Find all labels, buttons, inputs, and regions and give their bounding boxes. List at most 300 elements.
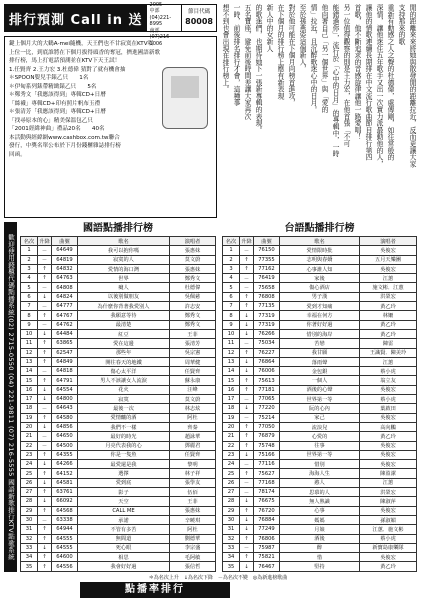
table-cell: ↑ — [240, 302, 254, 311]
table-cell: 64266 — [52, 460, 78, 469]
table-cell: ↓ — [38, 292, 52, 301]
table-cell: 黃乙玲 — [360, 432, 417, 441]
table-cell: 翁立友 — [360, 376, 417, 385]
table-cell: ↑ — [240, 432, 254, 441]
table-cell: 64600 — [52, 553, 78, 562]
banner-phones: 2005 中部(04)221-8995 南部(07)216-1006 — [149, 1, 172, 47]
table-cell: 75658 — [254, 283, 280, 292]
table-cell: ↑ — [38, 553, 52, 562]
table-cell: ↑ — [240, 385, 254, 394]
table-cell: 75034 — [254, 339, 280, 348]
table-cell: 21 — [223, 432, 240, 441]
table-cell: 16 — [21, 385, 38, 394]
table-cell: 64555 — [52, 534, 78, 543]
table-cell: 傷心太平洋 — [78, 367, 170, 376]
taiwanese-chart-title: 台語點播排行榜 — [284, 223, 355, 234]
table-cell: ↓ — [240, 525, 254, 534]
table-cell: 27 — [223, 488, 240, 497]
article-column: 深情，讓他迷住五年歌手又出一次實力派最動他的人， — [375, 4, 383, 168]
article-column: 新人中的女新人 — [265, 4, 273, 52]
table-cell: 19 — [223, 413, 240, 422]
table-cell: 75821 — [254, 553, 280, 562]
promo-line: 鍵上個月大的大鶴A-mei隨機，天王們也不甘寂寞在KTV唱 — [9, 41, 154, 47]
table-cell: ↑ — [38, 413, 52, 422]
table-cell: 惜別 — [280, 460, 360, 469]
table-cell: 64152 — [52, 469, 78, 478]
table-row — [223, 497, 417, 506]
table-cell: 64555 — [52, 543, 78, 552]
table-cell: 江蕙 — [360, 478, 417, 487]
table-cell: 最清楚 — [78, 320, 170, 329]
table-row — [21, 488, 216, 497]
table-cell: ↓ — [38, 422, 52, 431]
table-cell: 77319 — [254, 320, 280, 329]
table-cell: 新寶島康樂隊 — [360, 543, 417, 552]
table-row — [21, 469, 216, 478]
article-column: 他向著自己「另一個世界」與「愛的 — [320, 4, 328, 113]
table-cell: 64808 — [52, 283, 78, 292]
promo-line: ＊鄭秀文「我應該得到」專輯CD+日曆 — [9, 92, 106, 98]
table-cell: 1 — [223, 246, 240, 255]
table-cell: 16 — [223, 385, 240, 394]
table-cell: 77319 — [254, 311, 280, 320]
table-row — [21, 274, 216, 283]
table-cell: 5 — [223, 283, 240, 292]
table-cell: 8 — [223, 311, 240, 320]
table-cell: 酒後的心聲 — [280, 385, 360, 394]
table-cell: 14 — [223, 367, 240, 376]
table-cell: 張信哲 — [170, 562, 216, 571]
table-cell: 愛在這邊 — [78, 339, 170, 348]
table-cell: 月娘 — [280, 525, 360, 534]
table-cell: 3 — [223, 264, 240, 273]
table-cell: ↓ — [240, 320, 254, 329]
taiwanese-chart-panel — [222, 222, 417, 572]
table-cell: 吳俊宏 — [360, 460, 417, 469]
article-column: 讓他的情歌連續長期排在中文流行歌曲節目排行第四 — [364, 4, 372, 161]
table-cell: 吳俊宏 — [360, 441, 417, 450]
table-cell: ↑ — [240, 441, 254, 450]
table-cell: 吳俊宏 — [360, 413, 417, 422]
table-cell: 鄭秀文 — [170, 311, 216, 320]
table-cell: 9 — [21, 320, 38, 329]
table-cell: ↑ — [240, 376, 254, 385]
table-cell: 黃乙玲 — [360, 329, 417, 338]
table-cell: 心事誰人知 — [280, 264, 360, 273]
table-cell: 25 — [223, 469, 240, 478]
table-cell: ↑ — [38, 264, 52, 273]
table-cell: ↑ — [38, 506, 52, 515]
table-cell: 苦戀 — [280, 339, 360, 348]
table-cell: 愛情限時批 — [280, 246, 360, 255]
table-row — [21, 320, 216, 329]
table-cell: － — [240, 274, 254, 283]
table-cell: 75613 — [254, 376, 280, 385]
table-cell: 75214 — [254, 413, 280, 422]
promo-line: 發行，中獎名單公布於下月份錢櫃雜誌排行榜 — [9, 143, 121, 149]
table-cell: 17 — [21, 395, 38, 404]
table-cell: ↓ — [38, 497, 52, 506]
table-cell: － — [38, 302, 52, 311]
table-cell: 11 — [223, 339, 240, 348]
banner-title: 排行預測 Call in 送 — [5, 5, 147, 31]
table-cell: － — [38, 432, 52, 441]
table-cell: 64643 — [52, 404, 78, 413]
table-cell: 63865 — [52, 339, 78, 348]
table-cell: ↑ — [38, 348, 52, 357]
table-row — [21, 553, 216, 562]
table-cell: 66092 — [52, 497, 78, 506]
table-cell: 22 — [21, 441, 38, 450]
table-cell: 64568 — [52, 506, 78, 515]
table-cell: 4 — [223, 274, 240, 283]
table-row — [223, 506, 417, 515]
table-cell: 黃乙玲 — [360, 302, 417, 311]
table-cell: ↑ — [38, 311, 52, 320]
table-row — [21, 395, 216, 404]
table-cell: 莫文蔚 — [170, 255, 216, 264]
table-cell: 愛到底 — [78, 478, 170, 487]
table-row — [21, 478, 216, 487]
table-row — [223, 469, 417, 478]
table-cell: 金包銀 — [280, 367, 360, 376]
table-cell: － — [240, 543, 254, 552]
table-cell: 我會好好過 — [78, 562, 170, 571]
table-cell: 77135 — [254, 302, 280, 311]
table-cell: 伍佰 — [170, 488, 216, 497]
table-row — [21, 404, 216, 413]
table-cell: 31 — [21, 525, 38, 534]
table-row — [21, 422, 216, 431]
table-cell: 鄧麗君 — [170, 441, 216, 450]
table-cell: ↓ — [240, 329, 254, 338]
table-cell: ↑ — [240, 469, 254, 478]
table-row — [21, 441, 216, 450]
table-cell: 10 — [223, 329, 240, 338]
table-cell: 無間道 — [78, 534, 170, 543]
table-cell: 落雨聲 — [280, 357, 360, 366]
article-column: 支持那來的歌 — [397, 4, 405, 45]
table-cell: 64791 — [52, 376, 78, 385]
table-cell: 憨人 — [280, 478, 360, 487]
table-cell: － — [38, 283, 52, 292]
table-row — [223, 395, 417, 404]
table-row — [223, 478, 417, 487]
table-cell: ↓ — [240, 311, 254, 320]
table-cell: 天空 — [78, 497, 170, 506]
table-cell: 任賢齊 — [170, 450, 216, 459]
table-cell: 林姍 — [360, 311, 417, 320]
table-row — [21, 543, 216, 552]
phone-image-icon — [162, 67, 208, 129]
table-cell: 癡人 — [78, 283, 170, 292]
table-row — [223, 432, 417, 441]
table-cell: 承諾 — [78, 515, 170, 524]
column-header: 升降 — [38, 237, 52, 246]
table-row — [21, 283, 216, 292]
table-cell: 你著好好過 — [280, 320, 360, 329]
table-cell: 愛情釀的酒 — [78, 413, 170, 422]
table-row — [21, 292, 216, 301]
table-cell: 2 — [223, 255, 240, 264]
table-cell: ↓ — [240, 515, 254, 524]
column-header: 曲號 — [254, 237, 280, 246]
table-cell: － — [240, 339, 254, 348]
table-row — [223, 246, 417, 255]
table-cell: 黃乙玲 — [360, 562, 417, 571]
table-cell: 77220 — [254, 404, 280, 413]
table-row — [223, 302, 417, 311]
table-row — [223, 460, 417, 469]
table-cell: － — [38, 246, 52, 255]
table-cell: ↑ — [38, 534, 52, 543]
taiwanese-chart-table — [222, 236, 417, 572]
table-cell: 18 — [21, 404, 38, 413]
promo-line: 「2001經緯神曲」禮品20名 40名 — [9, 126, 105, 132]
table-row — [21, 525, 216, 534]
table-row — [223, 525, 417, 534]
table-row — [21, 413, 216, 422]
table-cell: ↑ — [240, 506, 254, 515]
article-column: 想不到也會出現在排行榜上。 — [221, 4, 229, 93]
table-cell: ↑ — [38, 562, 52, 571]
table-cell: ↓ — [240, 497, 254, 506]
table-cell: － — [240, 488, 254, 497]
table-cell: 往事 — [280, 441, 360, 450]
table-cell: － — [240, 478, 254, 487]
table-cell: 許志安 — [170, 302, 216, 311]
table-cell: ↑ — [240, 255, 254, 264]
table-cell: － — [240, 413, 254, 422]
promo-line: 「找尋原本的心」精美保溫包乙只 — [9, 117, 93, 124]
table-cell: 黃乙玲 — [360, 320, 417, 329]
table-cell: 6 — [223, 292, 240, 301]
table-cell: 77050 — [254, 422, 280, 431]
table-cell: 林子祥 — [170, 469, 216, 478]
table-cell: 男人不該讓女人流淚 — [78, 376, 170, 385]
promo-line: 排行榜，馬上打電話預測並在KTV下天王試！ — [9, 58, 121, 64]
article-column: 閒的距離來來將她與散發閒的距離拉近，反而更讓大家 — [408, 4, 416, 168]
article-column: 至於孫燕姿這個新人， — [298, 4, 306, 72]
table-cell: 心事 — [280, 506, 360, 515]
table-cell: 5 — [21, 283, 38, 292]
table-row — [21, 376, 216, 385]
table-cell: 傷心酒店 — [280, 283, 360, 292]
table-row — [223, 264, 417, 273]
article-column: 另一位值得觀察的則是王力宏，在他首張「不可 — [342, 4, 350, 147]
table-cell: ↓ — [240, 367, 254, 376]
table-cell: 王菲 — [170, 329, 216, 338]
table-cell: ↑ — [240, 534, 254, 543]
table-cell: ↑ — [240, 292, 254, 301]
table-cell: 64554 — [52, 385, 78, 394]
table-cell: 汪峰 — [170, 385, 216, 394]
table-cell: 張惠妹 — [170, 246, 216, 255]
table-cell: 10 — [21, 329, 38, 338]
mandarin-chart-panel — [20, 222, 216, 572]
table-row — [223, 329, 417, 338]
table-cell: 35 — [21, 562, 38, 571]
table-cell: 我可以抱你嗎 — [78, 246, 170, 255]
table-cell: 29 — [223, 506, 240, 515]
table-row — [223, 376, 417, 385]
table-cell: 吳俊宏 — [360, 450, 417, 459]
table-cell: 28 — [223, 497, 240, 506]
table-row — [223, 385, 417, 394]
table-row — [223, 274, 417, 283]
table-cell: 吳俊宏 — [360, 246, 417, 255]
legend-footnote: ＊為名次上升 ↓為名次下降 －為名次不變 ◎為新進榜歌曲 — [148, 575, 288, 581]
column-header: 曲號 — [52, 237, 78, 246]
table-row — [223, 283, 417, 292]
table-cell: 無人熟識 — [280, 497, 360, 506]
table-cell: － — [240, 283, 254, 292]
table-cell: ↓ — [38, 478, 52, 487]
table-row — [223, 543, 417, 552]
table-cell: ↓ — [38, 460, 52, 469]
table-row — [21, 432, 216, 441]
table-cell: － — [240, 246, 254, 255]
table-cell: 35 — [223, 562, 240, 571]
table-cell: 心愛的 — [280, 432, 360, 441]
column-header: 升降 — [240, 237, 254, 246]
table-cell: ↑ — [38, 376, 52, 385]
table-cell: 五月天樂團 — [360, 255, 417, 264]
column-header: 歌名 — [78, 237, 170, 246]
table-cell: 一個人 — [280, 376, 360, 385]
table-cell: 陳淑萍 — [360, 497, 417, 506]
table-cell: － — [240, 395, 254, 404]
table-cell: 77116 — [254, 460, 280, 469]
table-cell: 吳俊宏 — [360, 385, 417, 394]
table-cell: 江蕙．施文彬 — [360, 525, 417, 534]
column-header: 歌名 — [280, 237, 360, 246]
table-cell: 吳宗憲 — [170, 348, 216, 357]
table-cell: 64556 — [52, 562, 78, 571]
table-cell: 不管有多苦 — [78, 525, 170, 534]
table-cell: 阮的心內 — [280, 404, 360, 413]
table-cell: 64763 — [52, 274, 78, 283]
table-cell: 吳俊宏 — [360, 506, 417, 515]
article-column: 五名寶座，避免前後時間差讓大家再次 — [243, 4, 251, 120]
table-cell: 我們不一樣 — [78, 422, 170, 431]
table-cell: 12 — [21, 348, 38, 357]
side-banner: 歡迎使用錢櫃代碼點播系統(02) 2715-0550 (04) 221-9811 (07) 216-5555 國語新歌排行KTV點歌系統 — [4, 222, 17, 572]
table-cell: 64832 — [52, 264, 78, 273]
table-cell: 寂寞 — [78, 395, 170, 404]
table-cell: 吳俊宏 — [360, 264, 417, 273]
promo-box — [4, 36, 217, 218]
table-cell: 64649 — [52, 246, 78, 255]
table-cell: 月亮代表我的心 — [78, 441, 170, 450]
table-cell: － — [38, 320, 52, 329]
table-cell: 陳雷 — [360, 339, 417, 348]
table-cell: 選擇 — [78, 469, 170, 478]
column-header: 名次 — [223, 237, 240, 246]
table-cell: 30 — [223, 515, 240, 524]
table-cell: 黎明 — [170, 460, 216, 469]
table-cell: 64580 — [52, 413, 78, 422]
table-row — [21, 562, 216, 571]
article-column: 在下個月的排行榜上應有新表現 — [276, 4, 284, 100]
table-cell: 世界 — [78, 274, 170, 283]
table-cell: 趙詠華 — [170, 432, 216, 441]
table-cell: 64800 — [52, 395, 78, 404]
table-row — [21, 255, 216, 264]
table-cell: 77355 — [254, 255, 280, 264]
table-row — [21, 460, 216, 469]
table-row — [223, 488, 417, 497]
table-cell: － — [38, 367, 52, 376]
table-cell: 29 — [21, 506, 38, 515]
table-cell: 杜德偉 — [170, 283, 216, 292]
article-column: 首歌，他不斷追求的音感旋律讓他一路愛唱！ — [353, 4, 361, 140]
table-cell: 開往春天的地鐵 — [78, 357, 170, 366]
table-cell: 76006 — [254, 367, 280, 376]
table-cell: 64762 — [52, 320, 78, 329]
table-cell: ↑ — [240, 264, 254, 273]
table-row — [223, 320, 417, 329]
table-cell: 14 — [21, 367, 38, 376]
table-cell: 花火 — [78, 385, 170, 394]
table-cell: － — [38, 441, 52, 450]
table-cell: 寂寞的人 — [78, 255, 170, 264]
table-cell: 蘇永康 — [170, 376, 216, 385]
table-row — [223, 441, 417, 450]
table-cell: 63761 — [52, 488, 78, 497]
table-row — [223, 367, 417, 376]
promo-line: ＊SPOON嬰兒手錶乙只 1名 — [9, 75, 89, 81]
table-cell: 11 — [21, 339, 38, 348]
article-column: 能錯過你」，流行於「心中的日月」的專輯中，一時 — [331, 4, 339, 157]
table-cell: 28 — [21, 497, 38, 506]
table-cell: 林志炫 — [170, 404, 216, 413]
table-cell: 20 — [21, 422, 38, 431]
table-cell: 77249 — [254, 525, 280, 534]
table-cell: 相思 — [78, 553, 170, 562]
table-cell: 9 — [223, 320, 240, 329]
table-cell: 齊秦 — [170, 422, 216, 431]
table-cell: 愛情的海口灣 — [78, 264, 170, 273]
table-cell: CALL ME — [78, 506, 170, 515]
table-cell: 王菲 — [170, 497, 216, 506]
table-cell: 阿杜 — [170, 525, 216, 534]
promo-line: 本活動與經緯網www.cashbox.com.tw聯合 — [9, 134, 120, 141]
table-cell: 26 — [21, 478, 38, 487]
table-cell: 媽媽 — [280, 515, 360, 524]
table-row — [223, 450, 417, 459]
table-cell: 7 — [223, 302, 240, 311]
table-cell: 周華健 — [170, 357, 216, 366]
table-cell: 64824 — [52, 292, 78, 301]
table-cell: ↓ — [240, 562, 254, 571]
table-cell: 最好的時光 — [78, 432, 170, 441]
table-row — [223, 348, 417, 357]
promo-line: 上位一比，到底誰將在下個月拔得頭香的奪冠，擠進國語新歌 — [9, 49, 161, 56]
table-cell: 64500 — [52, 441, 78, 450]
article-column: 的歌迷們，也期待她下一張新專輯的表現。 — [254, 4, 262, 134]
table-cell: 23 — [223, 450, 240, 459]
table-cell: 洪榮宏 — [360, 292, 417, 301]
table-cell: 蔡小虎 — [360, 395, 417, 404]
table-cell: － — [38, 515, 52, 524]
table-cell: 辛曉琪 — [170, 515, 216, 524]
table-cell: 海海人生 — [280, 469, 360, 478]
table-cell: 77162 — [254, 264, 280, 273]
table-cell: 4 — [21, 274, 38, 283]
table-cell: 李宗盛 — [170, 543, 216, 552]
table-cell: 64944 — [52, 525, 78, 534]
